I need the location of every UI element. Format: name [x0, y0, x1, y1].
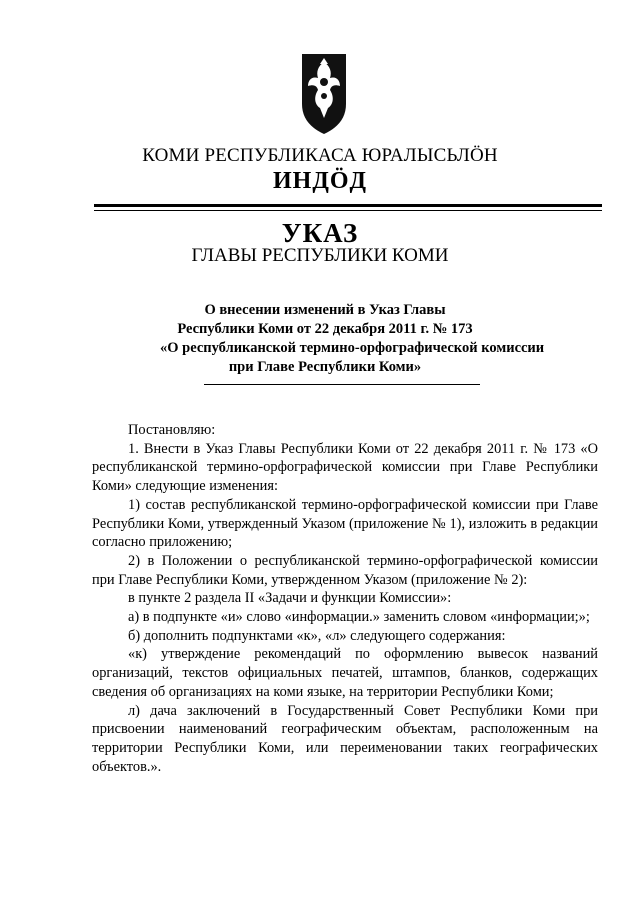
- body-paragraph: а) в подпункте «и» слово «информации.» заменить словом «информации;»;: [128, 609, 590, 626]
- subject-line: Республики Коми от 22 декабря 2011 г. № 173: [177, 321, 473, 337]
- body-paragraph: в пункте 2 раздела II «Задачи и функции Комиссии»:: [128, 590, 452, 607]
- header-rule-thin: [94, 210, 602, 211]
- body-paragraph: 1. Внести в Указ Главы Республики Коми от 22 декабря 2011 г. № 173 «О республиканской термино-орфографической комиссии при Главе Республики Коми» следующие изменения:: [92, 440, 598, 495]
- body-paragraph: «к) утверждение рекомендаций по оформлению вывесок названий организаций, текстов официальных печатей, штампов, бланков, содержащих сведения об организациях на коми языке, на территории Республики Коми;: [92, 646, 598, 700]
- body-paragraph: Постановляю:: [128, 422, 216, 438]
- header-rule-thick: [94, 204, 602, 207]
- header-doc-type-komi: ИНДÖД: [272, 168, 368, 194]
- document-body: [92, 421, 598, 776]
- coat-of-arms-emblem: [300, 52, 348, 136]
- subject-underline: [204, 384, 480, 385]
- document-issuer: ГЛАВЫ РЕСПУБЛИКИ КОМИ: [191, 245, 449, 266]
- body-paragraph: 1) состав республиканской термино-орфографической комиссии при Главе Республики Коми, утвержденный Указом (приложение № 1), изложить в редакции согласно приложению;: [92, 496, 598, 551]
- subject-line: при Главе Республики Коми»: [228, 359, 422, 375]
- subject-line: «О республиканской термино-орфографической комиссии: [160, 340, 545, 356]
- body-paragraph: 2) в Положении о республиканской термино-орфографической комиссии при Главе Республики Коми, утвержденном Указом (приложение № 2):: [92, 552, 598, 588]
- subject-line: О внесении изменений в Указ Главы: [204, 302, 446, 318]
- body-paragraph: б) дополнить подпунктами «к», «л» следующего содержания:: [128, 627, 506, 644]
- header-org-name: КОМИ РЕСПУБЛИКАСА ЮРАЛЫСЬЛÖН: [142, 145, 498, 166]
- document-type-title: УКАЗ: [281, 218, 359, 248]
- body-paragraph: л) дача заключений в Государственный Совет Республики Коми при присвоении наименований географическим объектам, расположенным на территории Республики Коми, или переименовании таких географических объектов.».: [92, 702, 598, 775]
- document-subject: [160, 301, 545, 377]
